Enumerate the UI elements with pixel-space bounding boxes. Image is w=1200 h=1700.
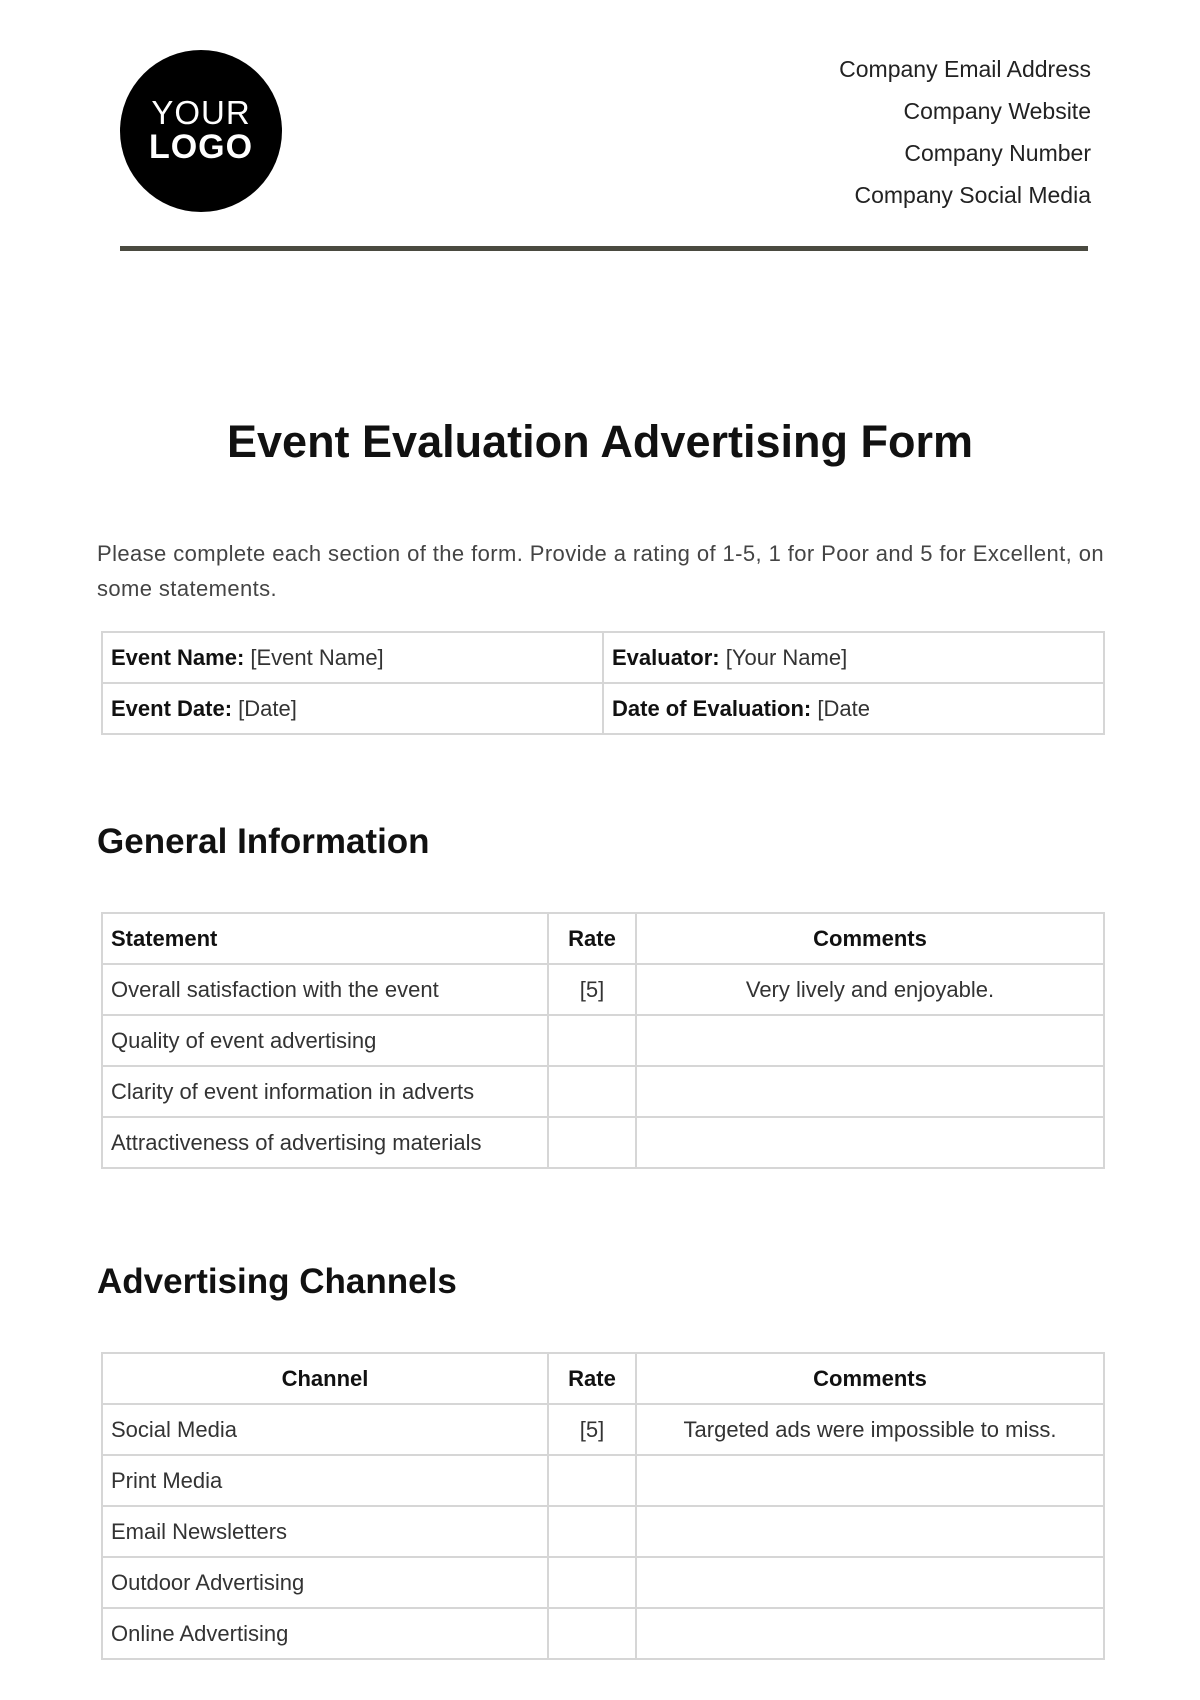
- intro-text: Please complete each section of the form. Provide a rating of 1-5, 1 for Poor and 5 for Excellent, on some statements.: [97, 541, 1104, 601]
- table-row: [102, 632, 1104, 683]
- comments-cell[interactable]: [636, 1455, 1104, 1506]
- company-logo: [120, 50, 282, 212]
- comments-cell[interactable]: Targeted ads were impossible to miss.: [636, 1404, 1104, 1455]
- table-row: [102, 964, 1104, 1015]
- evaluator-label: Evaluator:: [612, 644, 720, 670]
- column-header-comments: Comments: [636, 1353, 1104, 1404]
- table-row: [102, 1608, 1104, 1659]
- evaluator-value: [Your Name]: [719, 644, 848, 670]
- channel-cell: Social Media: [102, 1404, 548, 1455]
- comments-cell[interactable]: [636, 1066, 1104, 1117]
- general-information-table: [101, 912, 1105, 1169]
- table-row: [102, 1455, 1104, 1506]
- channel-cell: Print Media: [102, 1455, 548, 1506]
- event-date-value: [Date]: [232, 695, 297, 721]
- company-email: Company Email Address: [839, 56, 1091, 82]
- column-header-comments: Comments: [636, 913, 1104, 964]
- rate-cell[interactable]: [548, 1557, 636, 1608]
- company-social-media: Company Social Media: [854, 182, 1091, 208]
- evaluation-date-label: Date of Evaluation:: [612, 695, 812, 721]
- table-row: [102, 1015, 1104, 1066]
- rate-cell[interactable]: [548, 1066, 636, 1117]
- rate-cell[interactable]: [548, 1015, 636, 1066]
- logo-text-line1: YOUR: [151, 93, 251, 131]
- comments-cell[interactable]: Very lively and enjoyable.: [636, 964, 1104, 1015]
- comments-cell[interactable]: [636, 1557, 1104, 1608]
- table-header-row: [102, 913, 1104, 964]
- rate-cell[interactable]: [5]: [548, 1404, 636, 1455]
- table-row: [102, 1404, 1104, 1455]
- comments-cell[interactable]: [636, 1117, 1104, 1168]
- table-row: [102, 1557, 1104, 1608]
- event-date-cell[interactable]: [102, 683, 603, 734]
- channel-cell: Email Newsletters: [102, 1506, 548, 1557]
- general-information-heading: General Information: [97, 822, 430, 861]
- statement-cell: Overall satisfaction with the event: [102, 964, 548, 1015]
- column-header-rate: Rate: [548, 1353, 636, 1404]
- channel-cell: Outdoor Advertising: [102, 1557, 548, 1608]
- company-contact-block: [839, 52, 1091, 220]
- event-name-value: [Event Name]: [244, 644, 384, 670]
- rate-cell[interactable]: [548, 1455, 636, 1506]
- advertising-channels-table: [101, 1352, 1105, 1660]
- evaluation-date-cell[interactable]: [603, 683, 1104, 734]
- event-date-label: Event Date:: [111, 695, 233, 721]
- page-title: Event Evaluation Advertising Form: [227, 416, 973, 467]
- rate-cell[interactable]: [5]: [548, 964, 636, 1015]
- comments-cell[interactable]: [636, 1506, 1104, 1557]
- rate-cell[interactable]: [548, 1117, 636, 1168]
- company-website: Company Website: [903, 98, 1091, 124]
- statement-cell: Attractiveness of advertising materials: [102, 1117, 548, 1168]
- logo-text-line2: LOGO: [148, 128, 254, 167]
- comments-cell[interactable]: [636, 1015, 1104, 1066]
- rate-cell[interactable]: [548, 1506, 636, 1557]
- advertising-channels-heading: Advertising Channels: [97, 1262, 457, 1301]
- table-row: [102, 1117, 1104, 1168]
- header-divider: [120, 246, 1088, 251]
- event-info-table: [101, 631, 1105, 735]
- statement-cell: Quality of event advertising: [102, 1015, 548, 1066]
- comments-cell[interactable]: [636, 1608, 1104, 1659]
- column-header-channel: Channel: [102, 1353, 548, 1404]
- channel-cell: Online Advertising: [102, 1608, 548, 1659]
- event-name-cell[interactable]: [102, 632, 603, 683]
- table-row: [102, 1506, 1104, 1557]
- table-header-row: [102, 1353, 1104, 1404]
- event-name-label: Event Name:: [111, 644, 245, 670]
- evaluation-date-value: [Date: [811, 695, 870, 721]
- rate-cell[interactable]: [548, 1608, 636, 1659]
- table-row: [102, 1066, 1104, 1117]
- company-number: Company Number: [904, 140, 1091, 166]
- column-header-statement: Statement: [102, 913, 548, 964]
- statement-cell: Clarity of event information in adverts: [102, 1066, 548, 1117]
- column-header-rate: Rate: [548, 913, 636, 964]
- evaluator-cell[interactable]: [603, 632, 1104, 683]
- table-row: [102, 683, 1104, 734]
